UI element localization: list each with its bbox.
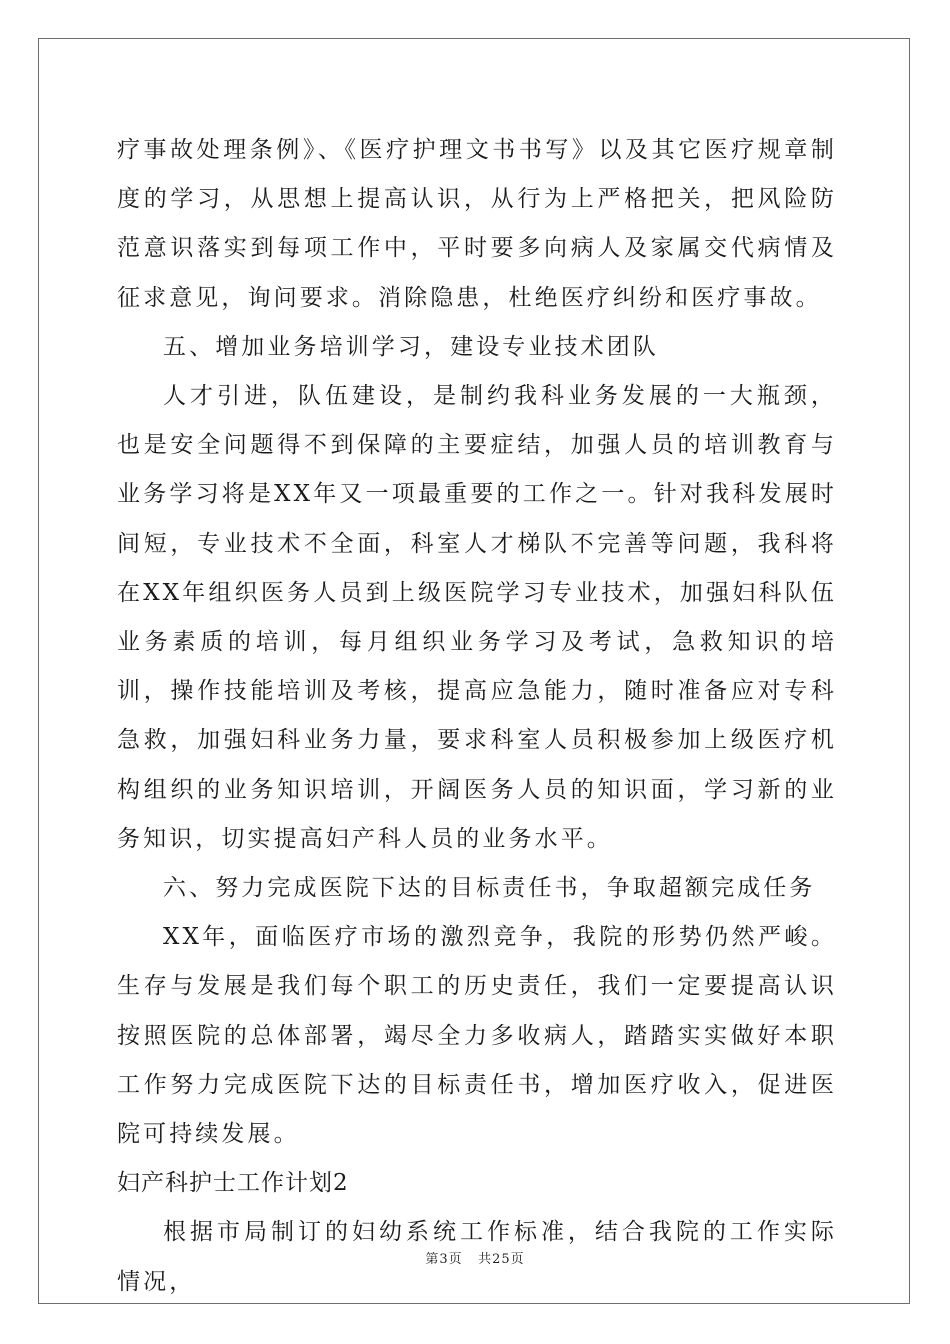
paragraph-3: 人才引进，队伍建设，是制约我科业务发展的一大瓶颈，也是安全问题得不到保障的主要症结，加强人员的培训教育与业务学习将是XX年又一项最重要的工作之一。针对我科发展时间短，专业技术不全面，科室人才梯队不完善等问题，我科将在XX年组织医务人员到上级医院学习专业技术，加强妇科队伍业务素质的培训，每月组织业务学习及考试，急救知识的培训，操作技能培训及考核，提高应急能力，随时准备应对专科急救，加强妇科业务力量，要求科室人员积极参加上级医疗机构组织的业务知识培训，开阔医务人员的知识面，学习新的业务知识，切实提高妇产科人员的业务水平。 [117, 383, 837, 852]
page-footer [0, 1248, 950, 1267]
section-title: 妇产科护士工作计划2 [117, 1170, 349, 1197]
page-number: 第3页 [425, 1252, 463, 1267]
paragraph-5: XX年，面临医疗市场的激烈竞争，我院的形势仍然严峻。生存与发展是我们每个职工的历史责任，我们一定要提高认识按照医院的总体部署，竭尽全力多收病人，踏踏实实做好本职工作努力完成医院下达的目标责任书，增加医疗收入，促进医院可持续发展。 [117, 924, 837, 1148]
heading-six: 六、努力完成医院下达的目标责任书，争取超额完成任务 [163, 875, 816, 902]
page-total: 共25页 [478, 1252, 525, 1267]
paragraph-1: 疗事故处理条例》、《医疗护理文书书写》以及其它医疗规章制度的学习，从思想上提高认识，从行为上严格把关，把风险防范意识落实到每项工作中，平时要多向病人及家属交代病情及征求意见，询问要求。消除隐患，杜绝医疗纠纷和医疗事故。 [117, 137, 837, 311]
heading-five: 五、增加业务培训学习，建设专业技术团队 [163, 333, 659, 360]
closing-paragraph: 根据市局制订的妇幼系统工作标准，结合我院的工作实际情况， [117, 1219, 837, 1295]
document-body [117, 126, 837, 1307]
